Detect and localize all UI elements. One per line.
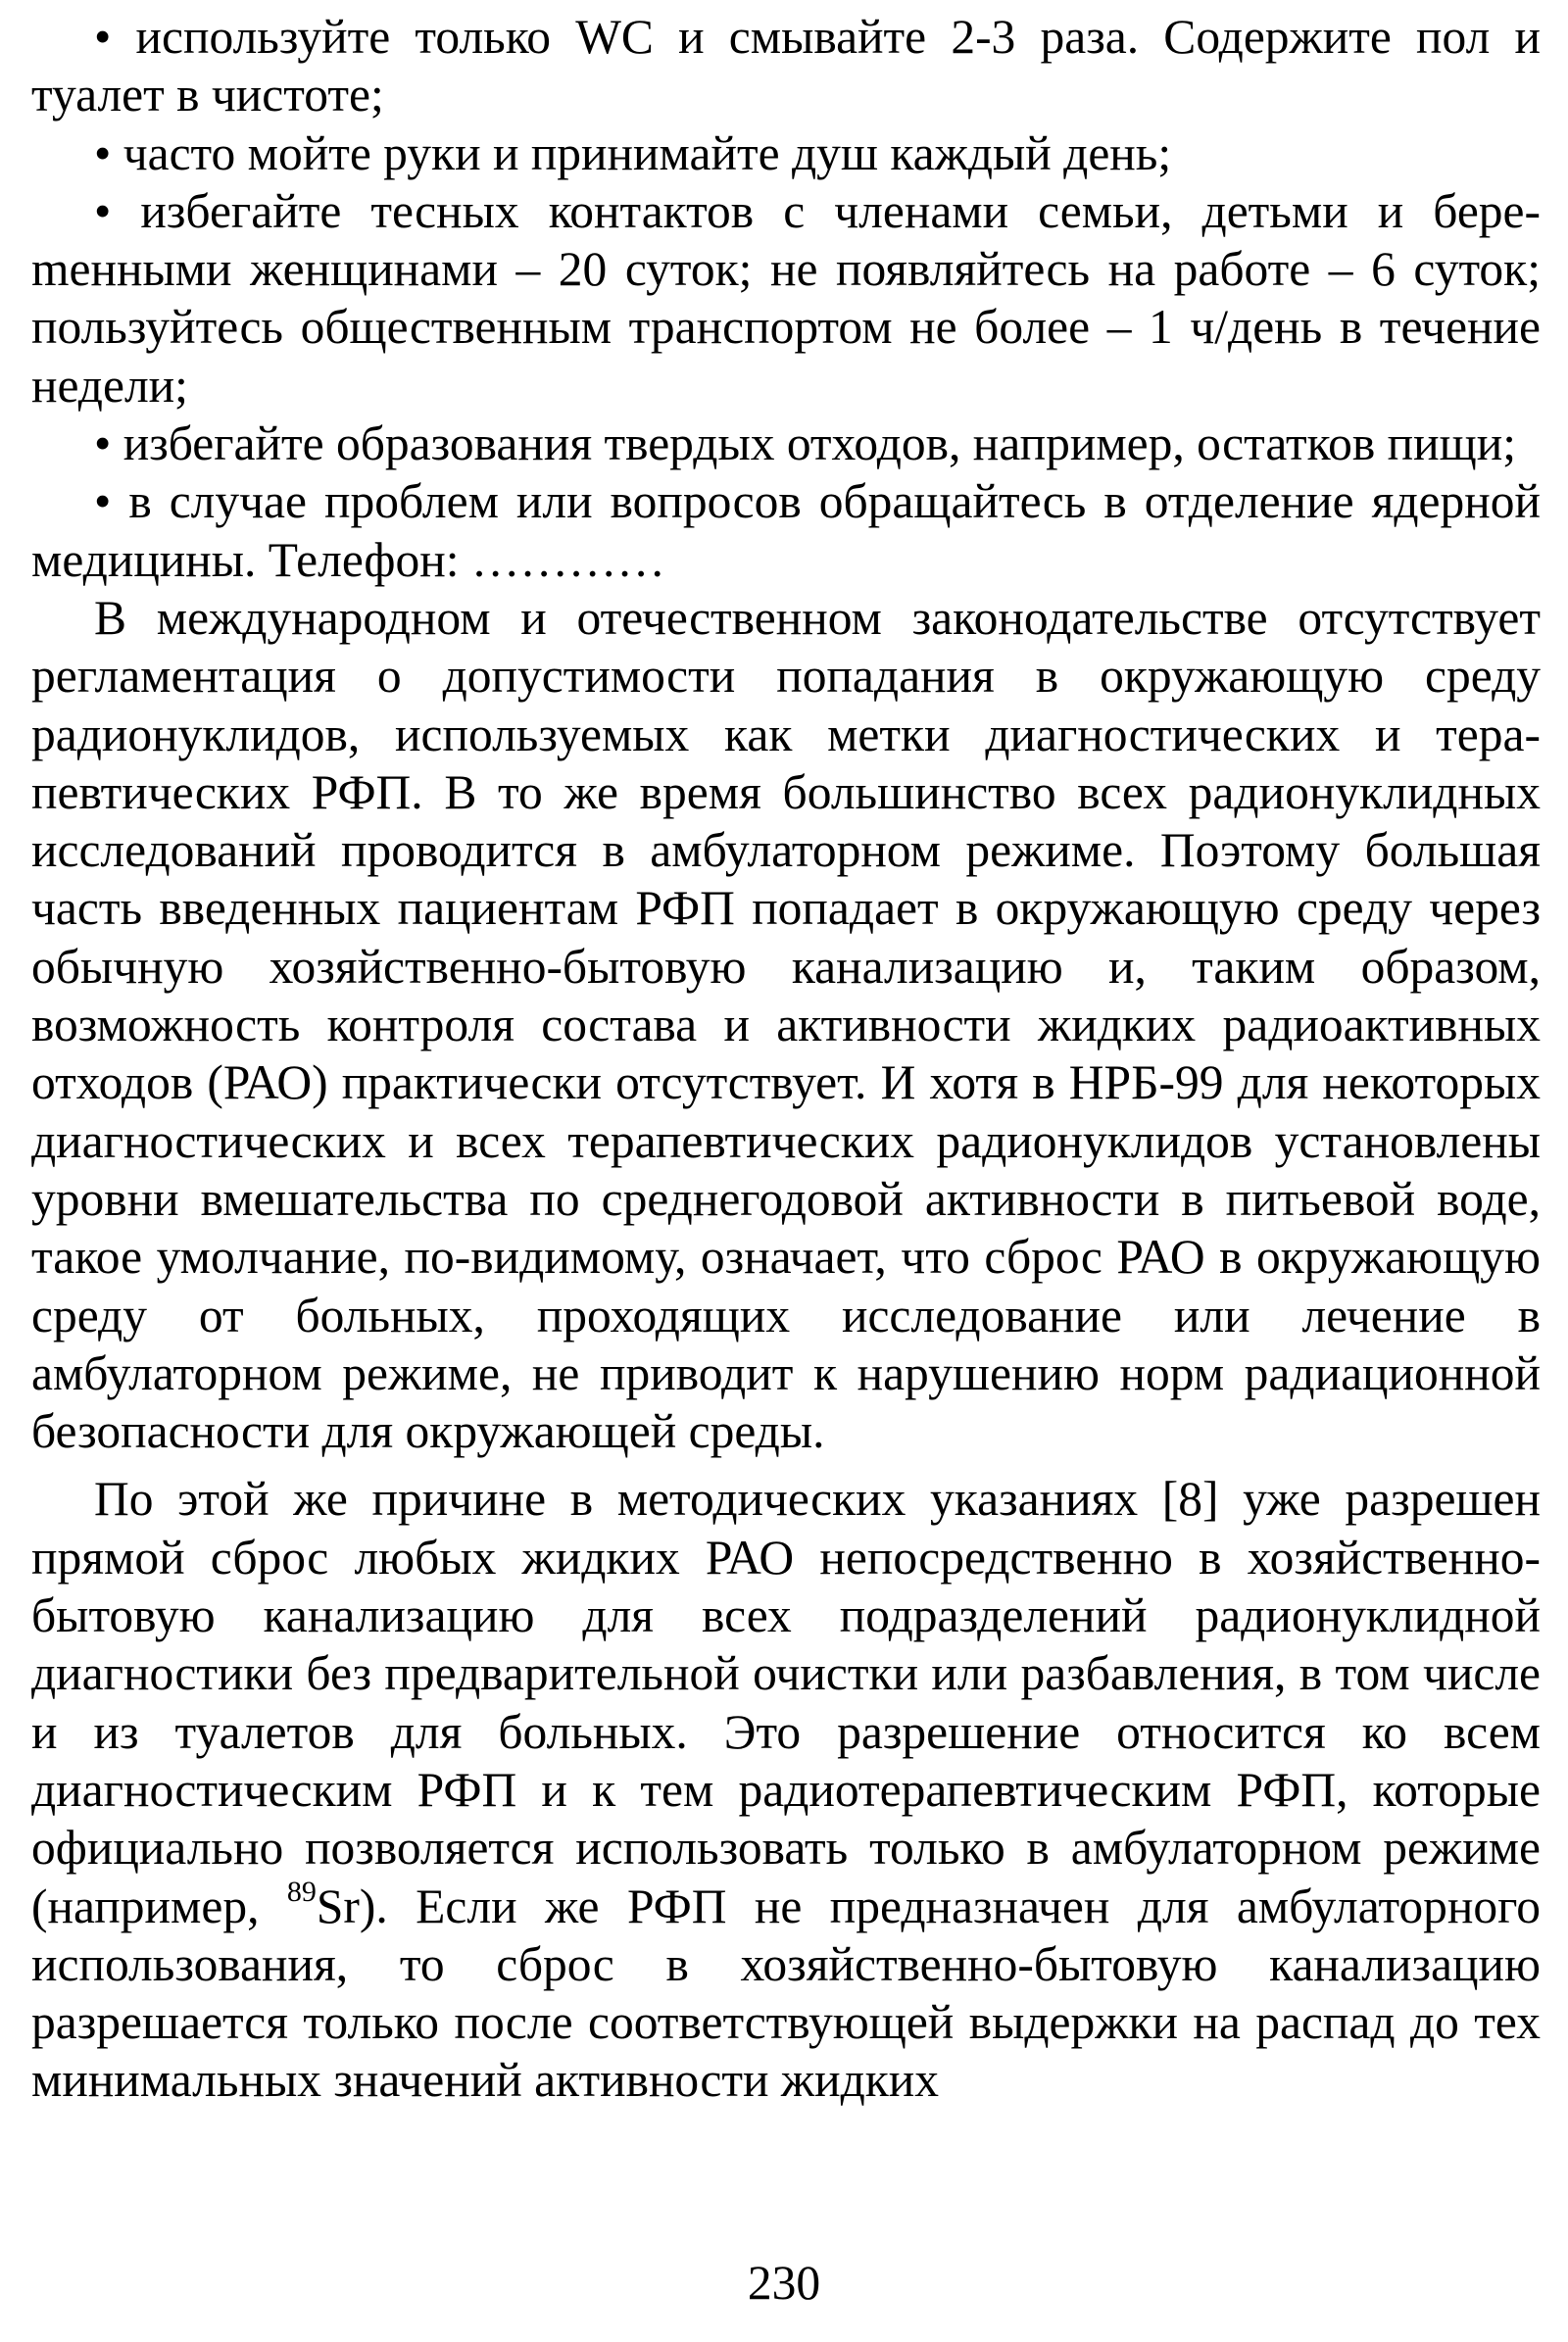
paragraph-discharge-part1: По этой же причине в методических указаниях [8] уже разрешен прямой сброс любых жидких РАО непосредственно в хозяйственно-бытовую канализацию для всех подразделений радионуклидной диагностики без предварительной очистки или разбавления, в том числе и из туалетов для больных. Это разрешение относится ко всем диагностическим РФП и к тем радиотерапевтическим РФП, которые официально позволяется использовать только в амбулаторном режиме (например,: [31, 1472, 1541, 1933]
bullet-item-phone: • в случае проблем или вопросов обращайтесь в отделение ядерной медицины. Телефон: …………: [31, 474, 1541, 587]
bullet-item-wc: • используйте только WC и смывайте 2-3 раза. Содержите пол и туалет в чистоте;: [31, 10, 1541, 122]
page-body: [31, 8, 1541, 2110]
paragraph-legislation: В международном и отечественном законодательстве отсутствует регламентация о допустимости попадания в окружающую среду радионуклидов, используемых как метки диагностических и терапевтических РФП. В то же время большинство всех радионуклидных исследований проводится в амбулаторном режиме. Поэтому большая часть введенных пациентам РФП попадает в окружающую среду через обычную хозяйственно-бытовую канализацию и, таким образом, возможность контроля состава и активности жидких радиоактивных отходов (РАО) практически отсутствует. И хотя в НРБ-99 для некоторых диагностических и всех терапевтических радионуклидов установлены уровни вмешательства по среднегодовой активности в питьевой воде, такое умолчание, по-видимому, означает, что сброс РАО в окружающую среду от больных, проходящих исследование или лечение в амбулаторном режиме, не приводит к нарушению норм радиационной безопасности для окружающей среды.: [31, 590, 1541, 1459]
bullet-item-contacts: • избегайте тесных контактов с членами семьи, детьми и береmенными женщинами – 20 суток; не появляйтесь на работе – 6 суток; пользуйтесь общественным транспортом не более – 1 ч/день в течение недели;: [31, 183, 1541, 413]
paragraph-discharge-part2: ). Если же РФП не предназначен для амбулаторного использования, то сброс в хозяйственно-бытовую канализацию разрешается только после соответствующей выдержки на распад до тех минимальных значений активности жидких: [31, 1878, 1541, 2108]
isotope-mass-number: 89: [286, 1876, 317, 1908]
page-number: 230: [747, 2256, 821, 2310]
bullet-item-hygiene: • часто мойте руки и принимайте душ каждый день;: [94, 125, 1172, 180]
bullet-item-waste: • избегайте образования твердых отходов, например, остатков пищи;: [94, 416, 1517, 471]
paragraph-discharge: [31, 1470, 1541, 2109]
isotope-symbol: Sr: [316, 1878, 360, 1933]
